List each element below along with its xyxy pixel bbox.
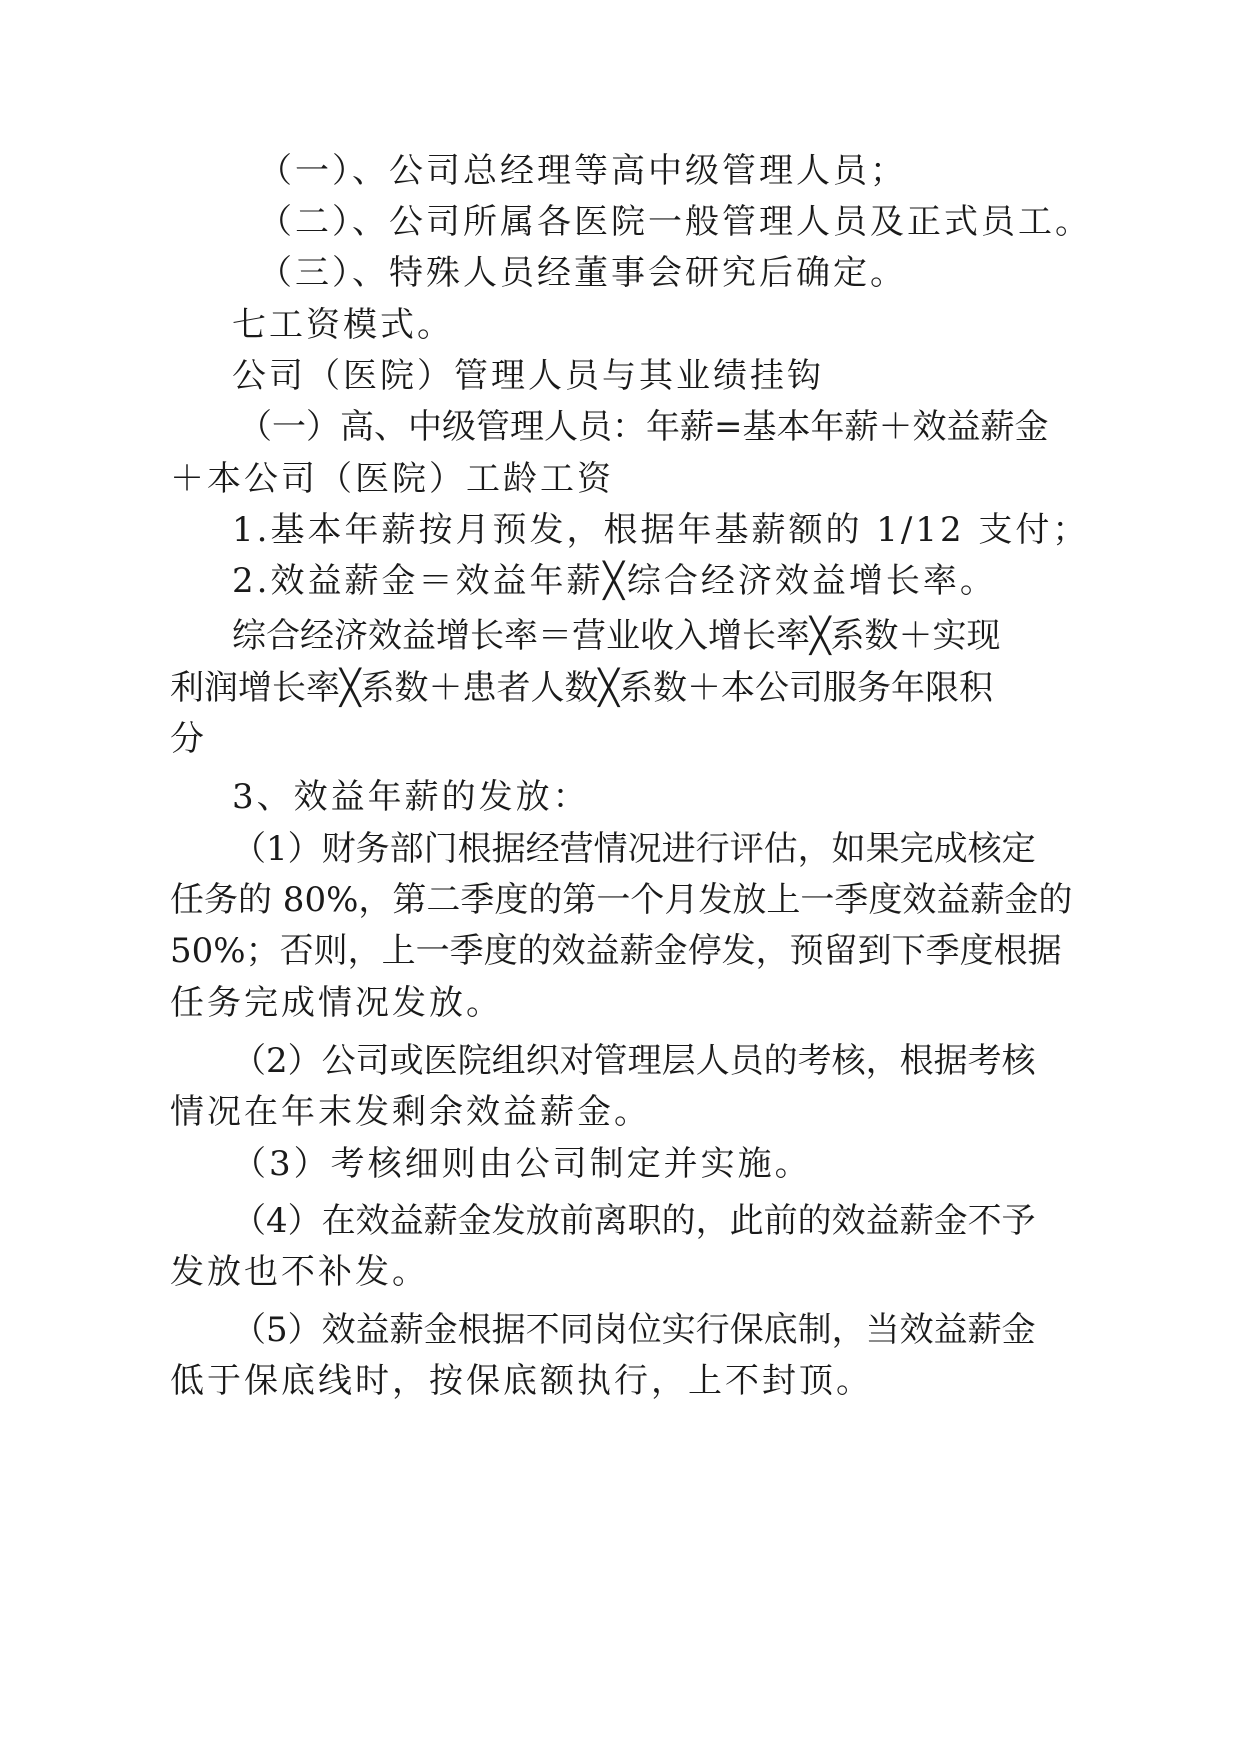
text-line: （1）财务部门根据经营情况进行评估，如果完成核定: [232, 829, 1036, 869]
text-line: （三）、特殊人员经董事会研究后确定。: [258, 253, 907, 293]
section-heading: 七工资模式。: [232, 305, 454, 345]
text-line: （2）公司或医院组织对管理层人员的考核，根据考核: [232, 1041, 1036, 1081]
text-line: （二）、公司所属各医院一般管理人员及正式员工。: [258, 202, 1092, 242]
text-line: 2.效益薪金＝效益年薪╳综合经济效益增长率。: [232, 561, 997, 601]
text-line: 情况在年末发剩余效益薪金。: [170, 1092, 651, 1132]
text-line: 任务完成情况发放。: [170, 983, 503, 1023]
text-line: （一）高、中级管理人员：年薪=基本年薪＋效益薪金: [238, 407, 1049, 447]
text-line: 低于保底线时，按保底额执行，上不封顶。: [170, 1361, 873, 1401]
text-line: （4）在效益薪金发放前离职的，此前的效益薪金不予: [232, 1201, 1036, 1241]
text-line: 3、效益年薪的发放：: [232, 777, 590, 817]
text-line: 公司（医院）管理人员与其业绩挂钩: [232, 356, 824, 396]
text-line: （5）效益薪金根据不同岗位实行保底制，当效益薪金: [232, 1310, 1036, 1350]
text-line: （3）考核细则由公司制定并实施。: [232, 1144, 812, 1184]
text-line: 50%；否则，上一季度的效益薪金停发，预留到下季度根据: [170, 931, 1062, 971]
text-line: 1.基本年薪按月预发，根据年基薪额的 1/12 支付；: [232, 510, 1090, 550]
text-line: 利润增长率╳系数＋患者人数╳系数＋本公司服务年限积: [170, 668, 993, 708]
text-line: 任务的 80%，第二季度的第一个月发放上一季度效益薪金的: [170, 880, 1073, 920]
text-line: 综合经济效益增长率＝营业收入增长率╳系数＋实现: [232, 616, 1001, 656]
text-line: （一）、公司总经理等高中级管理人员；: [258, 151, 907, 191]
text-line: ＋本公司（医院）工龄工资: [170, 459, 614, 499]
text-line: 发放也不补发。: [170, 1252, 429, 1292]
text-line: 分: [170, 719, 207, 759]
